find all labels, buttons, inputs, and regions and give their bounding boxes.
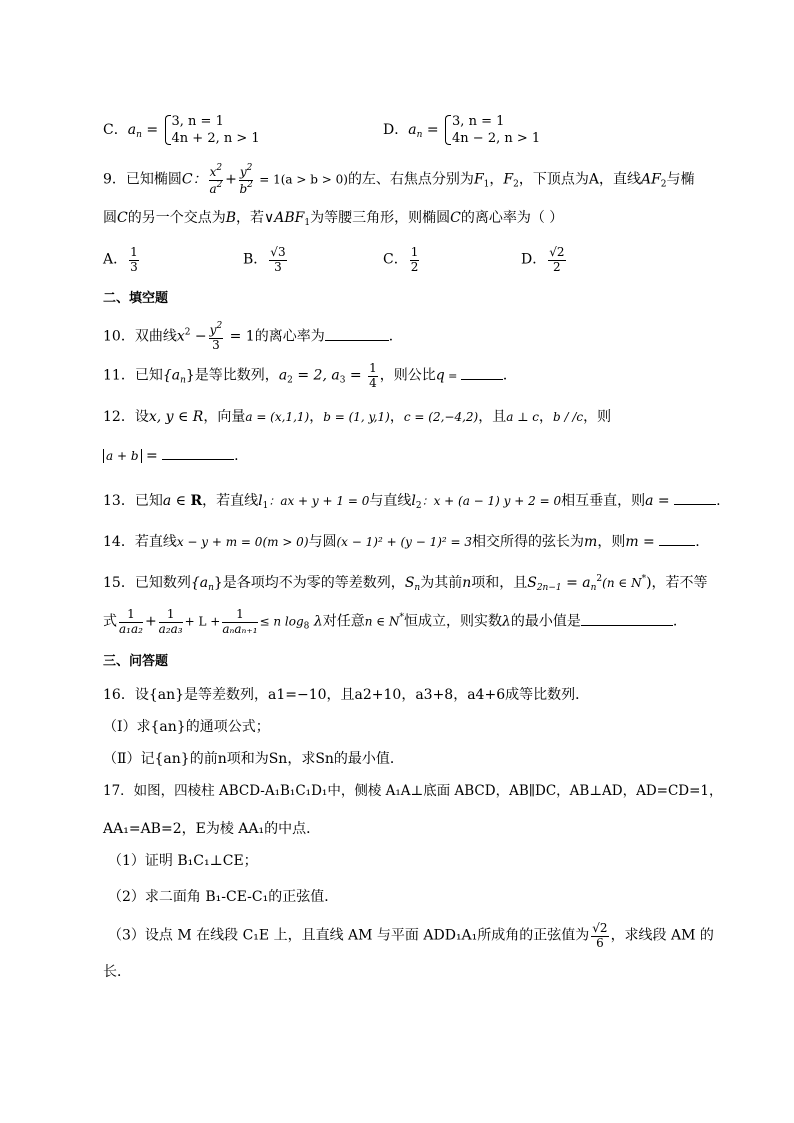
- q13-lead: 13．已知: [103, 493, 163, 509]
- q14-answer-blank[interactable]: [659, 533, 695, 546]
- q9-option-a-den: 3: [130, 259, 138, 274]
- q8-option-d-piecewise: [443, 113, 540, 147]
- q13: 13．已知a ∈ R，若直线$l_1$：ax + y + 1 = 0与直线$l_2$：x + (a − 1) y + 2 = 0相互垂直，则a = .: [103, 493, 721, 511]
- q9-frac-x: $\frac{x^2}{a^2}$: [209, 163, 223, 196]
- q9-line-af: AF: [640, 171, 661, 188]
- q17-part2: （2）求二面角 B₁-CE-C₁的正弦值．: [108, 889, 339, 905]
- q17-part3-frac: $\frac{√2}{6}$: [592, 921, 608, 950]
- q17-part3-text: （3）设点 M 在线段 C₁E 上，且直线 AM 与平面 ADD₁A₁所成角的正弦值为: [108, 927, 590, 944]
- q14-circle-eq: (x − 1)² + (y − 1)² = 3: [336, 535, 473, 549]
- q14-line-eq: x − y + m = 0(m > 0): [176, 535, 309, 549]
- q12-abs: a + b: [103, 449, 142, 463]
- q13-line2-eq: ：x + (a − 1) y + 2 = 0: [421, 494, 562, 508]
- q9-option-c-den: 2: [410, 259, 419, 274]
- q8-option-d: D．$a_n$ = 3, n = 1 4n − 2, n > 1: [383, 114, 541, 146]
- q16-part1: （Ⅰ）求{an}的通项公式；: [103, 719, 270, 735]
- q8-option-d-case2: 4n − 2, n > 1: [452, 131, 541, 146]
- q16-stem: 16．设{an}是等差数列，a1=−10，且a2+10，a3+8，a4+6成等比数列．: [103, 687, 590, 703]
- q9-focus2: F: [503, 171, 514, 188]
- q12-vector-c: c = (2,−4,2): [403, 410, 479, 424]
- q17-part1: （1）证明 B₁C₁⊥CE；: [108, 853, 258, 869]
- q11-q-text: ，则公比: [379, 367, 436, 384]
- q17-stem-line1: 17．如图，四棱柱 ABCD-A₁B₁C₁D₁中，侧棱 A₁A⊥底面 ABCD，AB∥DC，AB⊥AD，AD=CD=1，: [103, 783, 723, 799]
- q10-tail: = 1的离心率为: [225, 328, 325, 345]
- q12-vector-b: b = (1, y,1): [323, 410, 390, 424]
- q8-option-c-var: a: [127, 122, 137, 138]
- q12-parallel: b / /c: [553, 410, 584, 424]
- q13-line1-eq: ：ax + y + 1 = 0: [268, 494, 370, 508]
- q8-option-c-piecewise: [163, 113, 260, 147]
- q9-triangle: ∨ABF: [264, 210, 305, 226]
- q11-lead: 11．已知: [103, 367, 163, 384]
- q8-option-d-label: D．: [383, 122, 409, 138]
- q16-part2: （Ⅱ）记{an}的前n项和为Sn，求Sn的最小值．: [103, 751, 404, 767]
- q10-answer-blank[interactable]: [325, 328, 389, 341]
- q11-frac: $\frac{1}{4}$: [369, 361, 377, 390]
- q11-answer-blank[interactable]: [461, 367, 503, 380]
- q8-option-c-sub: n: [136, 130, 142, 140]
- q9-option-c-num: 1: [410, 245, 419, 259]
- section-answer: 三、问答题: [103, 654, 169, 669]
- q9-condition: = 1(a > b > 0): [255, 172, 348, 187]
- q10-frac: $\frac{y^2}{3}$: [209, 321, 223, 352]
- q12-perp: a ⊥ c: [506, 410, 540, 424]
- q15-term2: $\frac{1}{\text{a₂a₃}}$: [158, 607, 183, 636]
- q11-mid: }是等比数列，: [185, 367, 279, 384]
- q8-option-c-case2: 4n + 2, n > 1: [171, 131, 260, 146]
- q12-line2: a + b = .: [103, 447, 239, 465]
- q9-frac-y: $\frac{y^2}{b^2}$: [239, 163, 253, 196]
- q13-answer-blank[interactable]: [674, 492, 716, 505]
- q9-option-a: A． $\frac{1}{3}$: [103, 245, 138, 274]
- q9-line2c: ，若: [236, 210, 265, 226]
- q12-line1: 12．设x, y ∈ R，向量a = (x,1,1)，b = (1, y,1)，c = (2,−4,2)，且a ⊥ c，b / /c，则: [103, 409, 612, 425]
- q9-line1: 9．已知椭圆C： $\frac{x^2}{a^2}$ + $\frac{y^2}{b^2}$ = 1(a > b > 0)的左、右焦点分别为$F_1$，$F_2$，下顶点为A，直线$AF_2$与椭: [103, 163, 695, 196]
- q12-vector-a: a = (x,1,1): [245, 410, 310, 424]
- q14: 14．若直线x − y + m = 0(m > 0)与圆(x − 1)² + (y − 1)² = 3相交所得的弦长为m，则m = .: [103, 534, 700, 550]
- q9-line2d: 为等腰三角形，则椭圆: [310, 210, 451, 226]
- q9-option-d-num: √2: [549, 245, 565, 259]
- section-fill-in: 二、填空题: [103, 291, 169, 306]
- q12-lead: 12．设: [103, 409, 149, 425]
- q12-vars: x, y ∈ R: [148, 409, 204, 425]
- q17-part3-line2: 长．: [103, 964, 131, 980]
- q15-line2: 式 $\frac{1}{\text{a₁a₂}}$ + $\frac{1}{\text{a₂a₃}}$ + L + $\frac{1}{\text{aₙaₙ₊₁}}$ ≤ n $\log_8 \lambda$对任意n ∈ N*恒成立，则实数λ的最小值是 .: [103, 607, 678, 636]
- q8-option-c-label: C．: [103, 122, 128, 138]
- q9-option-b-num: √3: [270, 245, 286, 259]
- q17-stem-line2: AA₁=AB=2，E为棱 AA₁的中点．: [103, 821, 321, 837]
- q15-lead: 15．已知数列: [103, 575, 191, 591]
- q9-option-b-den: 3: [274, 259, 282, 274]
- q9-option-a-num: 1: [130, 245, 138, 259]
- q9-text3: 与椭: [666, 171, 695, 188]
- q15-line1: 15．已知数列$\{a_n\}$是各项均不为零的等差数列，$S_n$为其前n项和，且$S_{2n-1} = a_n^2(n$ ∈ N*)，若不等: [103, 574, 708, 593]
- q8-option-c: C．$a_n$ = 3, n = 1 4n + 2, n > 1: [103, 114, 260, 146]
- q15-term3: $\frac{1}{\text{aₙaₙ₊₁}}$: [222, 607, 258, 636]
- q9-text1: 的左、右焦点分别为: [347, 171, 474, 188]
- q8-option-d-case1: 3, n = 1: [452, 114, 505, 129]
- q9-line2a: 圆: [103, 210, 117, 226]
- q9-focus1: F: [473, 171, 484, 188]
- q12-answer-blank[interactable]: [162, 447, 234, 460]
- q12-mid: ，向量: [203, 409, 246, 425]
- q9-option-d-den: 2: [553, 259, 561, 274]
- q9-option-b: B． $\frac{√3}{3}$: [243, 245, 286, 274]
- q10: 10．双曲线$x^2$ − $\frac{y^2}{3}$ = 1的离心率为 ．: [103, 321, 403, 352]
- q8-option-c-case1: 3, n = 1: [171, 114, 224, 129]
- q17-part3-line1: [108, 922, 714, 949]
- q10-lead: 10．双曲线: [103, 328, 177, 345]
- q15-term1: $\frac{1}{\text{a₁a₂}}$: [119, 607, 143, 636]
- q9-text2: ，下顶点为A，直线: [518, 171, 641, 188]
- q8-option-d-sub: n: [416, 130, 423, 140]
- q15-answer-blank[interactable]: [581, 613, 673, 626]
- q14-lead: 14．若直线: [103, 534, 177, 550]
- q9-line2: 圆C的另一个交点为B，若$\vee ABF_1$为等腰三角形，则椭圆C的离心率为（ ）: [103, 210, 564, 228]
- q9-lead: 9．已知椭圆: [103, 171, 182, 188]
- q9-curve: C：: [181, 171, 207, 188]
- q9-option-d: D． $\frac{√2}{2}$: [521, 245, 565, 274]
- q9-option-c: C． $\frac{1}{2}$: [383, 245, 419, 274]
- q17-part3-tail: ，求线段 AM 的: [610, 927, 714, 944]
- q9-line2b: 的另一个交点为: [127, 210, 226, 226]
- q11: 11．已知$\{a_n\}$是等比数列，$a_2 = 2$, $a_3$ = $\frac{1}{4}$ ，则公比q = ．: [103, 361, 517, 390]
- q8-option-d-var: a: [408, 122, 417, 138]
- q9-line2e: 的离心率为（ ）: [460, 210, 564, 226]
